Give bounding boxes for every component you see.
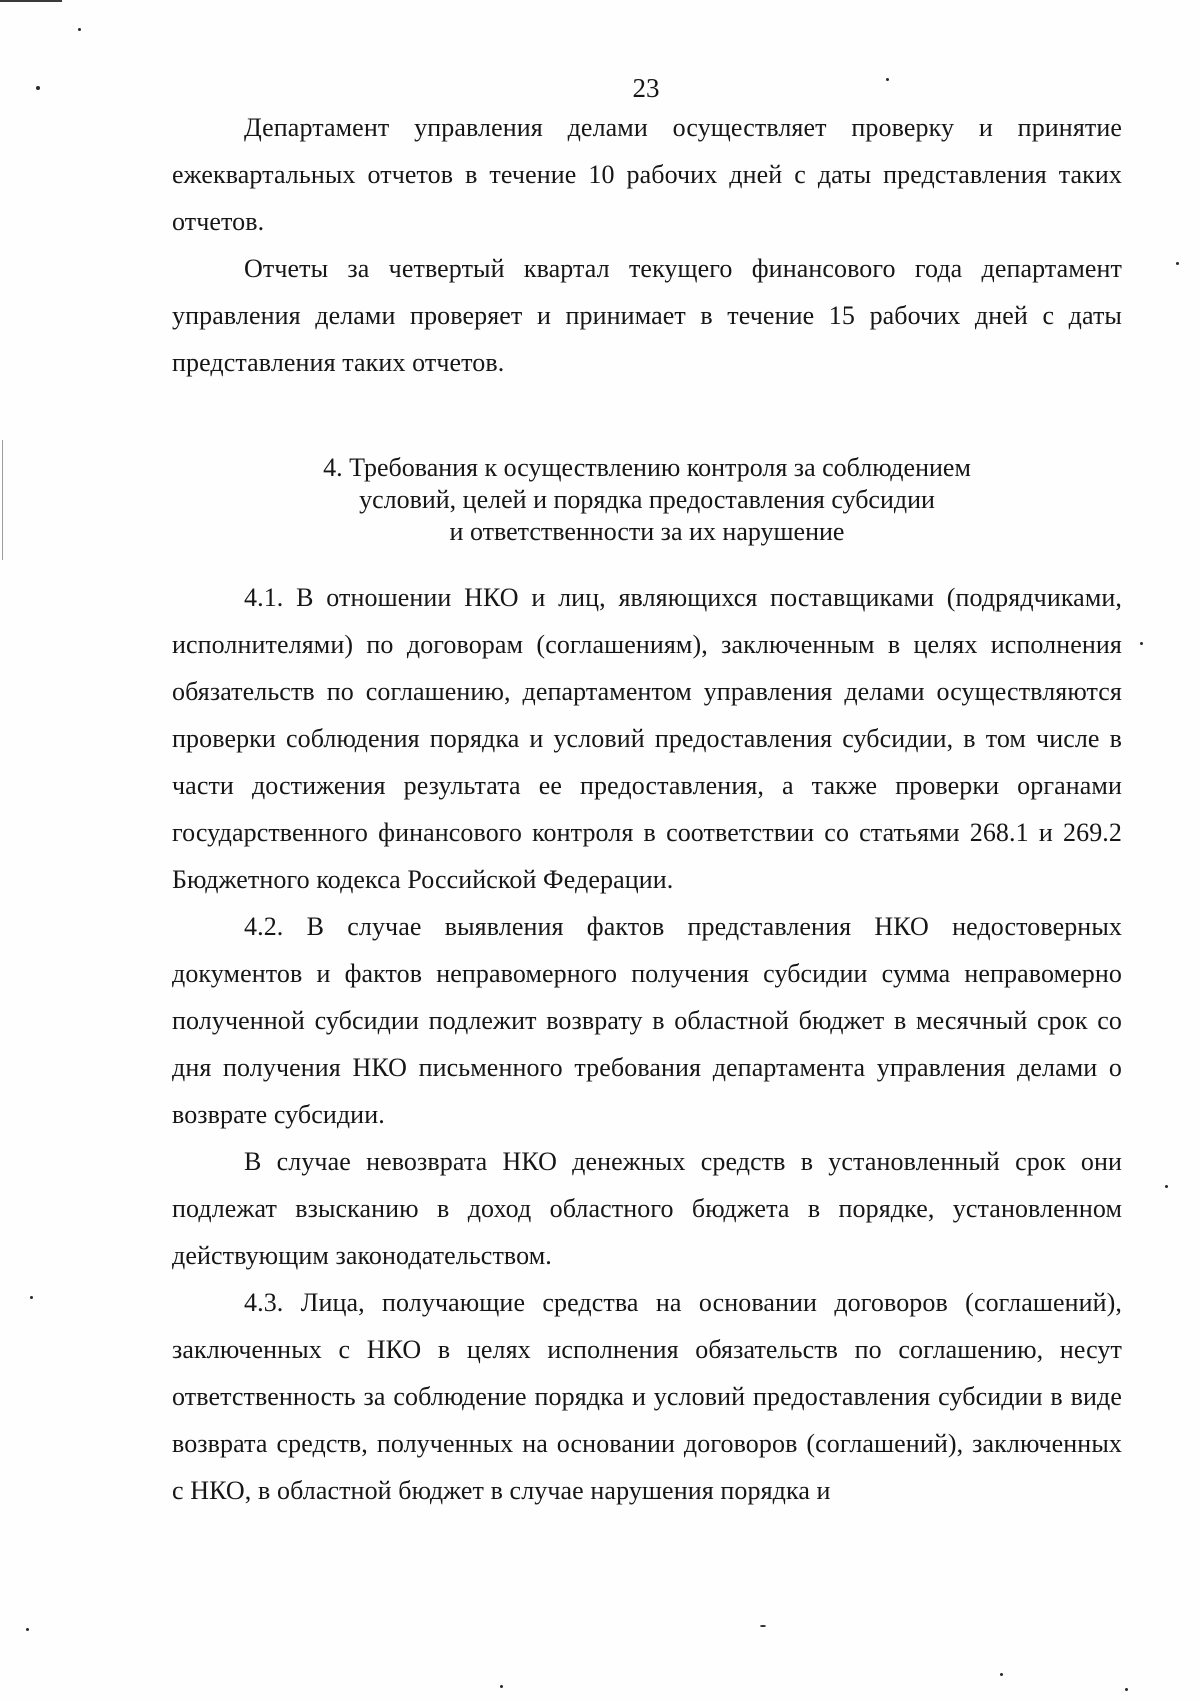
scan-speck [1165,1185,1168,1188]
clause-4-1: 4.1. В отношении НКО и лиц, являющихся поставщиками (подрядчиками, исполнителями) по договорам (соглашениям), заключенным в целях исполнения обязательств по соглашению, департаментом управления делами осуществляются проверки соблюдения порядка и условий предоставления субсидии, в том числе в части достижения результата ее предоставления, а также проверки органами государственного финансового контроля в соответствии со статьями 268.1 и 269.2 Бюджетного кодекса Российской Федерации. [172,583,1122,894]
scan-speck [760,1625,766,1627]
scan-speck [500,1685,503,1688]
page-number: 23 [632,73,660,103]
scan-speck [26,1628,29,1631]
clause-4-2: 4.2. В случае выявления фактов представления НКО недостоверных документов и фактов неправомерного получения субсидии сумма неправомерно полученной субсидии подлежит возврату в областной бюджет в месячный срок со дня получения НКО письменного требования департамента управления делами о возврате субсидии. [172,912,1122,1129]
scan-speck [30,1296,33,1299]
section-heading-line: условий, целей и порядка предоставления субсидии [359,485,935,514]
scan-speck [1000,1673,1003,1676]
scan-speck [1176,262,1179,265]
section-heading-line: и ответственности за их нарушение [449,517,845,546]
scan-speck [1140,642,1143,645]
scan-speck [1125,1688,1128,1691]
paragraph: Департамент управления делами осуществляет проверку и принятие ежеквартальных отчетов в течение 10 рабочих дней с даты представления таких отчетов. [172,113,1122,236]
paragraph: Отчеты за четвертый квартал текущего финансового года департамент управления делами проверяет и принимает в течение 15 рабочих дней с даты представления таких отчетов. [172,254,1122,377]
scan-edge-mark [0,0,62,2]
scan-speck [78,28,81,31]
section-heading-line: 4. Требования к осуществлению контроля за соблюдением [323,453,971,482]
clause-4-3: 4.3. Лица, получающие средства на основании договоров (соглашений), заключенных с НКО в целях исполнения обязательств по соглашению, несут ответственность за соблюдение порядка и условий предоставления субсидии в виде возврата средств, полученных на основании договоров (соглашений), заключенных с НКО, в областной бюджет в случае нарушения порядка и [172,1288,1122,1505]
section-heading [172,452,1122,548]
document-body [172,104,1122,1514]
paragraph: В случае невозврата НКО денежных средств в установленный срок они подлежат взысканию в доход областного бюджета в порядке, установленном действующим законодательством. [172,1147,1122,1270]
scan-edge-mark [2,440,3,560]
